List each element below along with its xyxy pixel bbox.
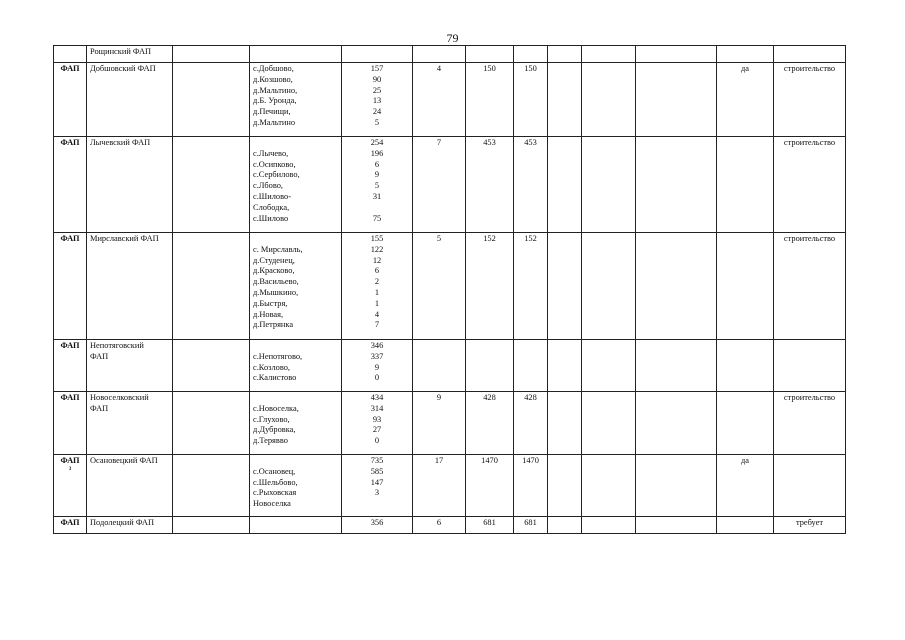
village-line: д.Мальтино, [253, 85, 298, 95]
value-cell-5 [413, 46, 466, 63]
value-cell-7 [514, 137, 548, 233]
table-row [54, 517, 846, 534]
population-line: 434 [370, 393, 384, 402]
table-row [54, 63, 846, 137]
empty-cell [582, 517, 636, 534]
value-cell-5-text: 4 [436, 64, 442, 73]
empty-cell [173, 46, 250, 63]
empty-cell [636, 63, 717, 137]
value-cell-6 [466, 233, 514, 340]
facility-name-line: Рощинский ФАП [90, 47, 152, 56]
table-row [54, 455, 846, 517]
empty-cell [582, 137, 636, 233]
value-cell-6 [466, 63, 514, 137]
value-cell-7-text: 150 [524, 64, 537, 73]
village-line: с.Шилово [253, 213, 289, 223]
empty-cell [548, 455, 582, 517]
population-line: 585 [370, 466, 384, 476]
village-line: с.Сербилово, [253, 170, 300, 180]
fap-table [53, 45, 846, 534]
empty-cell [173, 233, 250, 340]
facility-name-line: Подолецкий ФАП [90, 518, 155, 527]
empty-cell [636, 137, 717, 233]
value-cell-6 [466, 46, 514, 63]
value-cell-5 [413, 233, 466, 340]
empty-cell [582, 455, 636, 517]
population-line: 2 [374, 277, 380, 287]
flag-cell [717, 137, 774, 233]
value-cell-6-text: 1470 [481, 456, 498, 465]
facility-type-cell-text: ФАП [60, 64, 80, 73]
value-cell-5-text: 6 [436, 518, 442, 527]
facility-name-line: Осановецкий ФАП [90, 456, 158, 465]
empty-cell [548, 137, 582, 233]
facility-name-line: Новоселковский [90, 393, 149, 402]
facility-type-cell-text: ФАП [60, 393, 80, 402]
value-cell-6 [466, 517, 514, 534]
value-cell-7-text: 453 [524, 138, 537, 147]
value-cell-6-text: 428 [483, 393, 496, 402]
status-cell [774, 46, 846, 63]
population-cell [342, 63, 413, 137]
status-cell [774, 63, 846, 137]
facility-type-cell-text: ФАП [60, 456, 80, 465]
population-line: 735 [370, 456, 384, 465]
village-line: д.Васильево, [253, 277, 299, 287]
table-row [54, 340, 846, 392]
empty-cell [548, 46, 582, 63]
facility-name-line: Непотяговский [90, 341, 144, 350]
facility-type-cell [54, 340, 87, 392]
population-cell [342, 517, 413, 534]
value-cell-6 [466, 392, 514, 455]
facility-name-cell [87, 392, 173, 455]
value-cell-5 [413, 137, 466, 233]
value-cell-5-text: 7 [436, 138, 442, 147]
population-line: 122 [370, 244, 384, 254]
footnote-mark: 3 [68, 466, 72, 472]
empty-cell [636, 455, 717, 517]
population-line: 356 [370, 518, 384, 527]
village-line: с.Козлово, [253, 362, 291, 372]
empty-cell [548, 340, 582, 392]
empty-cell [173, 455, 250, 517]
village-line: Слободка, [253, 202, 290, 212]
facility-name-cell [87, 63, 173, 137]
value-cell-6-text: 453 [483, 138, 496, 147]
population-cell [342, 392, 413, 455]
value-cell-5-text: 17 [434, 456, 444, 465]
value-cell-7-text: 681 [524, 518, 537, 527]
villages-cell [250, 137, 342, 233]
facility-name-line: ФАП [90, 403, 109, 413]
empty-cell [548, 63, 582, 137]
empty-cell [548, 392, 582, 455]
facility-type-cell [54, 233, 87, 340]
empty-cell [548, 517, 582, 534]
village-line: с.Лбово, [253, 181, 284, 191]
village-line: с.Осановец, [253, 466, 296, 476]
population-line: 196 [370, 148, 384, 158]
population-line: 9 [374, 170, 380, 180]
empty-cell [582, 392, 636, 455]
population-line: 254 [370, 138, 384, 147]
facility-name-cell [87, 340, 173, 392]
population-line [345, 499, 409, 510]
status-cell [774, 455, 846, 517]
village-line: д.Красково, [253, 266, 295, 276]
village-line: с. Мирславль, [253, 244, 303, 254]
facility-type-cell [54, 455, 87, 517]
population-line: 1 [374, 298, 380, 308]
value-cell-7 [514, 63, 548, 137]
villages-cell [250, 63, 342, 137]
population-cell [342, 233, 413, 340]
status-cell [774, 517, 846, 534]
village-line [253, 393, 338, 404]
village-line: д.Б. Уронда, [253, 96, 297, 106]
value-cell-7 [514, 517, 548, 534]
value-cell-5 [413, 517, 466, 534]
population-line: 346 [370, 341, 384, 350]
population-line: 6 [374, 159, 380, 169]
value-cell-7-text: 152 [524, 234, 537, 243]
status-cell [774, 233, 846, 340]
population-cell [342, 46, 413, 63]
population-line [345, 203, 409, 214]
population-line: 93 [372, 414, 382, 424]
status-cell [774, 137, 846, 233]
village-line: с.Непотягово, [253, 351, 303, 361]
village-line: Новоселка [253, 499, 291, 509]
villages-cell [250, 392, 342, 455]
value-cell-7 [514, 233, 548, 340]
population-line: 337 [370, 351, 384, 361]
population-line: 9 [374, 362, 380, 372]
value-cell-5-text: 5 [436, 234, 442, 243]
value-cell-5-text: 9 [436, 393, 442, 402]
facility-type-cell-text: ФАП [60, 138, 80, 147]
facility-type-cell-text: ФАП [60, 234, 80, 243]
village-line: д.Печищи, [253, 107, 291, 117]
villages-cell [250, 455, 342, 517]
village-line: с.Добшово, [253, 64, 294, 73]
empty-cell [582, 340, 636, 392]
empty-cell [582, 46, 636, 63]
facility-type-cell [54, 517, 87, 534]
villages-cell [250, 340, 342, 392]
village-line: д.Новая, [253, 309, 284, 319]
status-cell-text: строительство [783, 64, 836, 73]
table-row [54, 233, 846, 340]
village-line: д.Мышкино, [253, 287, 299, 297]
village-line: д.Терявво [253, 436, 288, 446]
village-line: д.Студенец, [253, 255, 295, 265]
empty-cell [548, 233, 582, 340]
facility-type-cell [54, 392, 87, 455]
population-line: 3 [374, 488, 380, 498]
facility-name-cell [87, 46, 173, 63]
population-line: 147 [370, 477, 384, 487]
villages-cell [250, 517, 342, 534]
empty-cell [173, 137, 250, 233]
value-cell-5 [413, 455, 466, 517]
facility-name-line: Добшовский ФАП [90, 64, 156, 73]
empty-cell [636, 517, 717, 534]
flag-cell-text: да [741, 456, 749, 465]
flag-cell [717, 46, 774, 63]
village-line [253, 138, 338, 149]
value-cell-5 [413, 392, 466, 455]
status-cell [774, 392, 846, 455]
population-line: 13 [372, 96, 382, 106]
village-line: д.Дубровка, [253, 425, 296, 435]
population-line: 155 [370, 234, 384, 243]
village-line: д.Козшово, [253, 74, 293, 84]
population-cell [342, 340, 413, 392]
village-line [253, 234, 338, 245]
value-cell-7-text: 428 [524, 393, 537, 402]
village-line: с.Новоселка, [253, 403, 299, 413]
status-cell-text: строительство [783, 138, 836, 147]
village-line: с.Осипково, [253, 159, 296, 169]
status-cell-text: строительство [783, 393, 836, 402]
table-row [54, 46, 846, 63]
population-line: 5 [374, 181, 380, 191]
empty-cell [636, 233, 717, 340]
population-line: 157 [370, 64, 384, 73]
status-cell [774, 340, 846, 392]
value-cell-6 [466, 340, 514, 392]
empty-cell [173, 517, 250, 534]
empty-cell [582, 233, 636, 340]
facility-name-cell [87, 137, 173, 233]
population-line: 5 [374, 117, 380, 127]
population-line: 75 [372, 213, 382, 223]
facility-name-cell [87, 233, 173, 340]
table-row [54, 137, 846, 233]
facility-name-line: ФАП [90, 351, 109, 361]
population-cell [342, 137, 413, 233]
facility-name-cell [87, 517, 173, 534]
empty-cell [636, 392, 717, 455]
villages-cell [250, 46, 342, 63]
village-line [253, 456, 338, 467]
village-line: с.Лычево, [253, 148, 289, 158]
empty-cell [173, 340, 250, 392]
empty-cell [582, 63, 636, 137]
population-cell [342, 455, 413, 517]
value-cell-7 [514, 340, 548, 392]
empty-cell [636, 46, 717, 63]
population-line: 25 [372, 85, 382, 95]
population-line: 1 [374, 287, 380, 297]
flag-cell [717, 63, 774, 137]
status-cell-text: строительство [783, 234, 836, 243]
population-line: 6 [374, 266, 380, 276]
value-cell-6-text: 150 [483, 64, 496, 73]
facility-type-cell [54, 137, 87, 233]
status-cell-text: требует [795, 518, 824, 527]
facility-type-cell [54, 63, 87, 137]
population-line: 7 [374, 320, 380, 330]
flag-cell [717, 340, 774, 392]
value-cell-7 [514, 392, 548, 455]
village-line: с.Рыховская [253, 488, 297, 498]
population-line: 0 [374, 373, 380, 383]
value-cell-5 [413, 340, 466, 392]
empty-cell [636, 340, 717, 392]
facility-type-cell-text: ФАП [60, 518, 80, 527]
value-cell-6-text: 152 [483, 234, 496, 243]
village-line: д.Петрянка [253, 320, 294, 330]
facility-name-cell [87, 455, 173, 517]
village-line: с.Шельбово, [253, 477, 298, 487]
value-cell-7 [514, 455, 548, 517]
value-cell-6 [466, 455, 514, 517]
village-line: с.Шилово- [253, 191, 291, 201]
flag-cell [717, 517, 774, 534]
facility-name-line: Лычевский ФАП [90, 138, 151, 147]
empty-cell [173, 63, 250, 137]
value-cell-6 [466, 137, 514, 233]
village-line: с.Глухово, [253, 414, 290, 424]
village-line [253, 341, 338, 352]
village-line: д.Мальтино [253, 117, 296, 127]
facility-type-cell-text: ФАП [60, 341, 80, 350]
population-line: 90 [372, 74, 382, 84]
flag-cell [717, 392, 774, 455]
population-line: 4 [374, 309, 380, 319]
table-row [54, 392, 846, 455]
flag-cell-text: да [741, 64, 749, 73]
villages-cell [250, 233, 342, 340]
facility-type-cell [54, 46, 87, 63]
population-line: 314 [370, 403, 384, 413]
population-line: 24 [372, 107, 382, 117]
population-line: 31 [372, 191, 382, 201]
population-line: 0 [374, 436, 380, 446]
value-cell-5 [413, 63, 466, 137]
population-line: 27 [372, 425, 382, 435]
empty-cell [173, 392, 250, 455]
flag-cell [717, 233, 774, 340]
value-cell-7-text: 1470 [522, 456, 539, 465]
village-line: д.Быстря, [253, 298, 288, 308]
flag-cell [717, 455, 774, 517]
village-line: с.Калистово [253, 373, 297, 383]
facility-name-line: Мирславский ФАП [90, 234, 159, 243]
population-line: 12 [372, 255, 382, 265]
value-cell-7 [514, 46, 548, 63]
page-number: 79 [446, 31, 459, 45]
value-cell-6-text: 681 [483, 518, 496, 527]
